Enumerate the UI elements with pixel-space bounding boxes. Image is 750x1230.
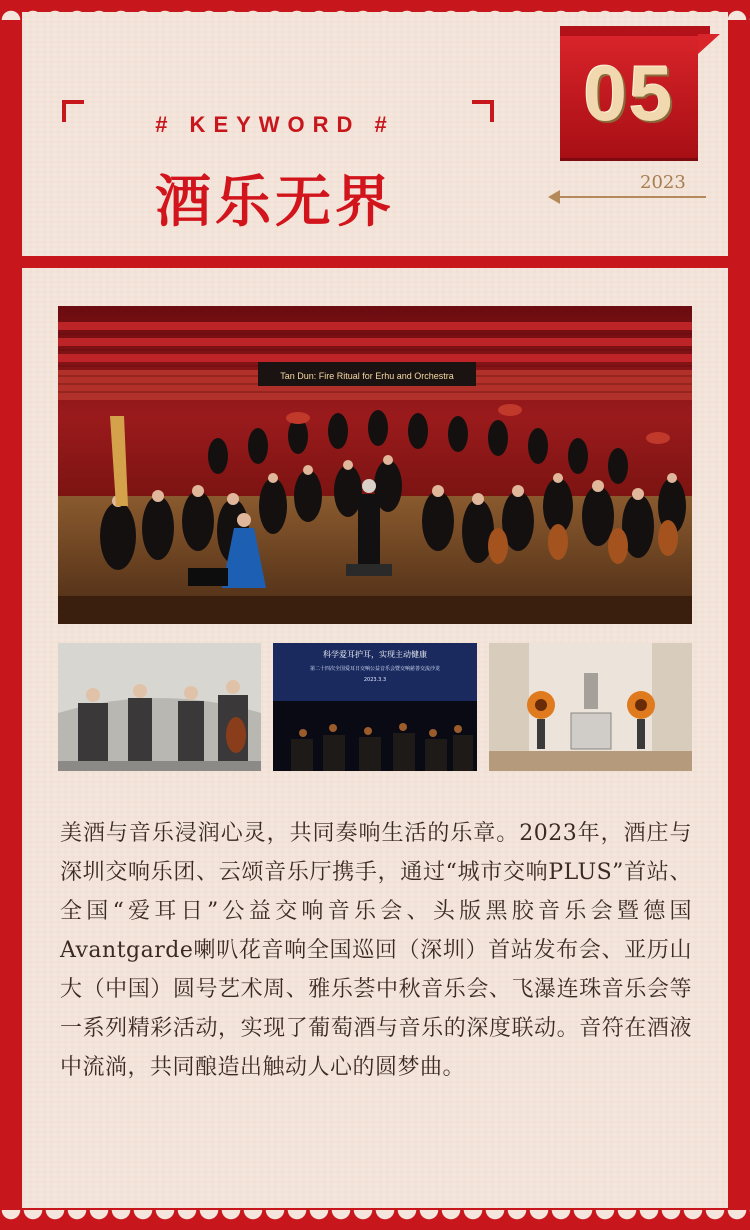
header-divider bbox=[22, 256, 728, 268]
banner-text: Tan Dun: Fire Ritual for Erhu and Orchestra bbox=[280, 371, 454, 381]
section-number: 05 bbox=[583, 49, 675, 137]
keyword-label: # KEYWORD # bbox=[155, 112, 395, 137]
avantgarde-speakers-photo bbox=[489, 643, 692, 771]
orchestra-stage-photo bbox=[58, 306, 692, 624]
corner-bracket-right bbox=[472, 100, 494, 122]
badge-fold bbox=[560, 26, 710, 36]
body-paragraph: 美酒与音乐浸润心灵，共同奏响生活的乐章。2023年，酒庄与深圳交响乐团、云颂音乐厅携手，通过“城市交响PLUS”首站、全国“爱耳日”公益交响音乐会、头版黑胶音乐会暨德国Avantgarde喇叭花音响全国巡回（深圳）首站发布会、亚历山大（中国）圆号艺术周、雅乐荟中秋音乐会、飞瀑连珠音乐会等一系列精彩活动，实现了葡萄酒与音乐的深度联动。音符在酒液中流淌，共同酿造出触动人心的圆梦曲。 bbox=[60, 821, 692, 1080]
concert-screen-photo bbox=[273, 643, 477, 771]
screen-line1: 科学爱耳护耳，实现主动健康 bbox=[323, 650, 427, 659]
page-title: 酒乐无界 bbox=[155, 170, 395, 235]
screen-line3: 2023.3.3 bbox=[363, 677, 387, 683]
screen-line2: 第二十四次全国爱耳日交响公益音乐会暨交响慈善交流沙龙 bbox=[309, 666, 441, 672]
scalloped-bottom-edge bbox=[0, 1210, 750, 1230]
year-label: 2023 bbox=[640, 172, 686, 193]
arrow-line bbox=[556, 196, 706, 198]
section-number-badge bbox=[560, 34, 698, 158]
quartet-photo bbox=[58, 643, 261, 771]
